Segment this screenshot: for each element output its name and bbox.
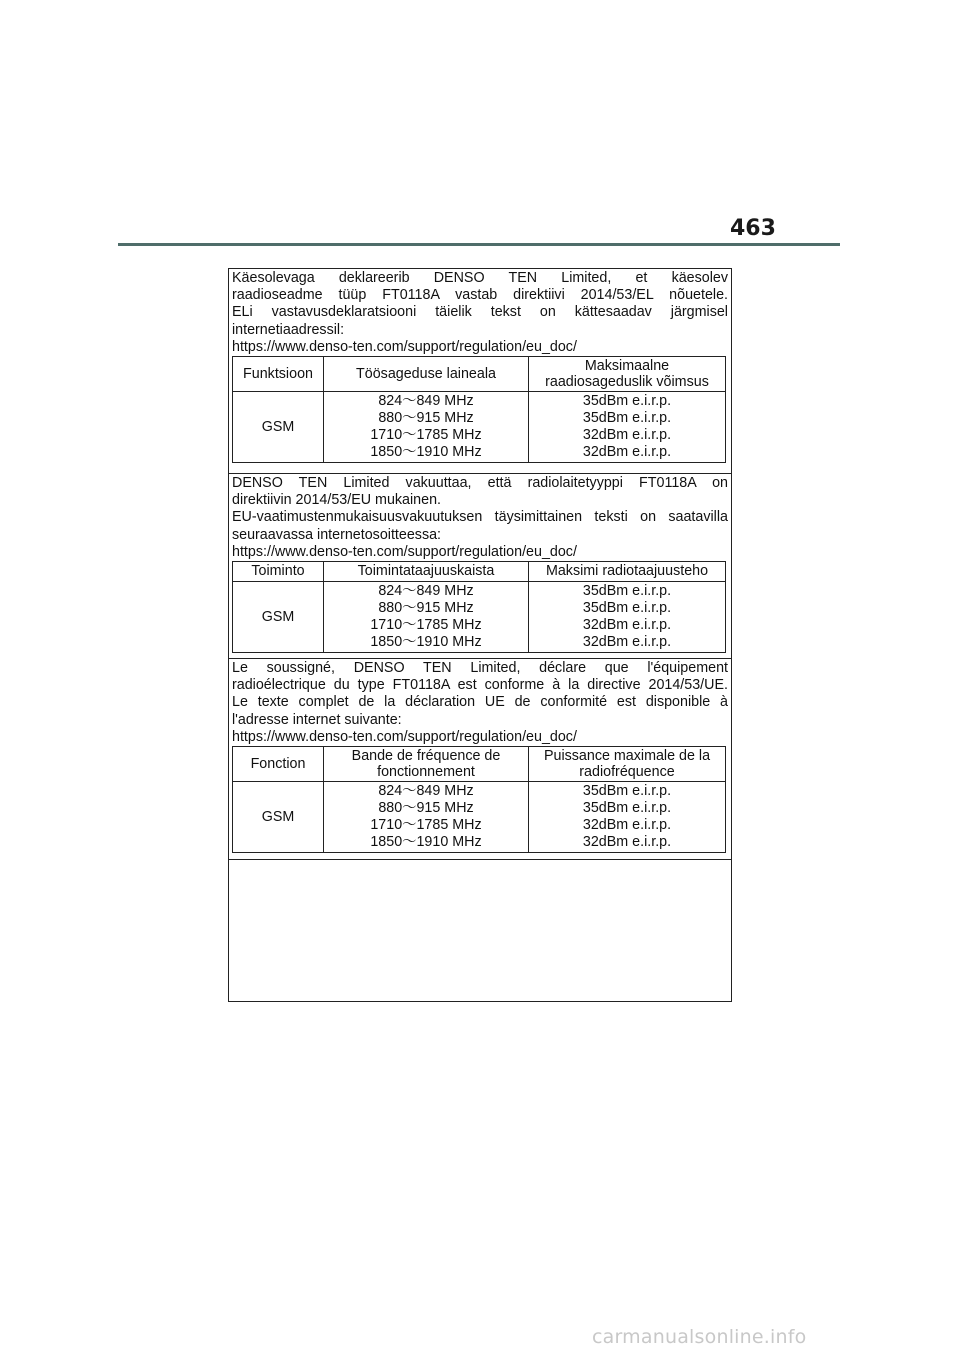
power-value: 35dBm e.i.r.p. [582,783,672,800]
band-value: 824～849 MHz [378,783,474,800]
declaration-url: https://www.denso-ten.com/support/regulation/eu_doc/ [232,728,577,745]
header-power [529,357,726,392]
power-value: 35dBm e.i.r.p. [582,800,672,817]
declaration-text [229,660,731,746]
cell-powers [529,392,726,463]
power-value: 32dBm e.i.r.p. [582,634,672,651]
header-power-text: Puissance maximale de la radiofréquence [543,748,711,781]
power-value: 32dBm e.i.r.p. [582,817,672,834]
table-header-row [233,747,726,782]
text-line: DENSO TEN Limited vakuuttaa, että radiolaitetyyppi FT0118A on [232,475,728,491]
header-function: Funktsioon [233,357,324,392]
header-band-text: Bande de fréquence de fonctionnement [351,748,501,781]
text-line: seuraavassa internetosoitteessa: [232,526,442,543]
band-value: 1850～1910 MHz [370,444,482,461]
text-line: Käesolevaga deklareerib DENSO TEN Limited, et käesolev [232,270,728,286]
table-row [233,782,726,853]
text-line: internetiaadressil: [232,321,345,338]
power-value: 32dBm e.i.r.p. [582,617,672,634]
text-line: EU-vaatimustenmukaisuusvakuutuksen täysimittainen teksti on saatavilla [232,509,728,526]
declaration-url: https://www.denso-ten.com/support/regulation/eu_doc/ [232,543,577,560]
band-value: 880～915 MHz [378,600,474,617]
table-header-row [233,357,726,392]
power-value: 35dBm e.i.r.p. [582,600,672,617]
header-rule [118,243,840,246]
band-value: 1710～1785 MHz [370,617,482,634]
section-divider [229,658,731,659]
band-value: 1710～1785 MHz [370,427,482,444]
text-line: Le soussigné, DENSO TEN Limited, déclare que l'équipement [232,660,728,676]
header-band [324,747,529,782]
power-value: 32dBm e.i.r.p. [582,427,672,444]
frequency-table [232,356,726,463]
text-line: raadioseadme tüüp FT0118A vastab direktiivi 2014/53/EL nõuetele. [232,287,728,304]
cell-bands [324,392,529,463]
power-value: 35dBm e.i.r.p. [582,393,672,410]
text-line: radioélectrique du type FT0118A est conforme à la directive 2014/53/UE. [232,677,728,694]
declaration-section-finnish [229,475,731,653]
power-value: 32dBm e.i.r.p. [582,834,672,851]
cell-powers [529,782,726,853]
band-value: 1850～1910 MHz [370,834,482,851]
watermark: carmanualsonline.info [592,1326,807,1348]
power-value: 32dBm e.i.r.p. [582,444,672,461]
band-value: 880～915 MHz [378,800,474,817]
header-power-text: Maksimaalne raadiosageduslik võimsus [545,358,709,391]
power-value: 35dBm e.i.r.p. [582,410,672,427]
band-value: 824～849 MHz [378,583,474,600]
table-row [233,392,726,463]
header-band: Töösageduse laineala [324,357,529,392]
frequency-table [232,561,726,653]
band-value: 1710～1785 MHz [370,817,482,834]
frequency-table [232,746,726,853]
band-value: 1850～1910 MHz [370,634,482,651]
declaration-section-french [229,660,731,853]
band-value: 880～915 MHz [378,410,474,427]
section-divider [229,473,731,474]
declaration-frame [228,268,732,1002]
text-line: Le texte complet de la déclaration UE de conformité est disponible à [232,694,728,711]
cell-powers [529,582,726,653]
header-power: Maksimi radiotaajuusteho [529,562,726,582]
header-function: Toiminto [233,562,324,582]
declaration-url: https://www.denso-ten.com/support/regulation/eu_doc/ [232,338,577,355]
power-value: 35dBm e.i.r.p. [582,583,672,600]
text-line: ELi vastavusdeklaratsiooni täielik tekst on kättesaadav järgmisel [232,304,728,321]
declaration-text [229,475,731,561]
table-header-row [233,562,726,582]
section-divider [229,859,731,860]
cell-function: GSM [233,582,324,653]
page-number: 463 [730,216,776,241]
cell-bands [324,582,529,653]
declaration-section-estonian [229,270,731,463]
text-line: direktiivin 2014/53/EU mukainen. [232,492,442,509]
text-line: l'adresse internet suivante: [232,711,402,728]
header-power [529,747,726,782]
declaration-text [229,270,731,356]
header-function: Fonction [233,747,324,782]
table-row [233,582,726,653]
cell-bands [324,782,529,853]
cell-function: GSM [233,782,324,853]
band-value: 824～849 MHz [378,393,474,410]
cell-function: GSM [233,392,324,463]
header-band: Toimintataajuuskaista [324,562,529,582]
